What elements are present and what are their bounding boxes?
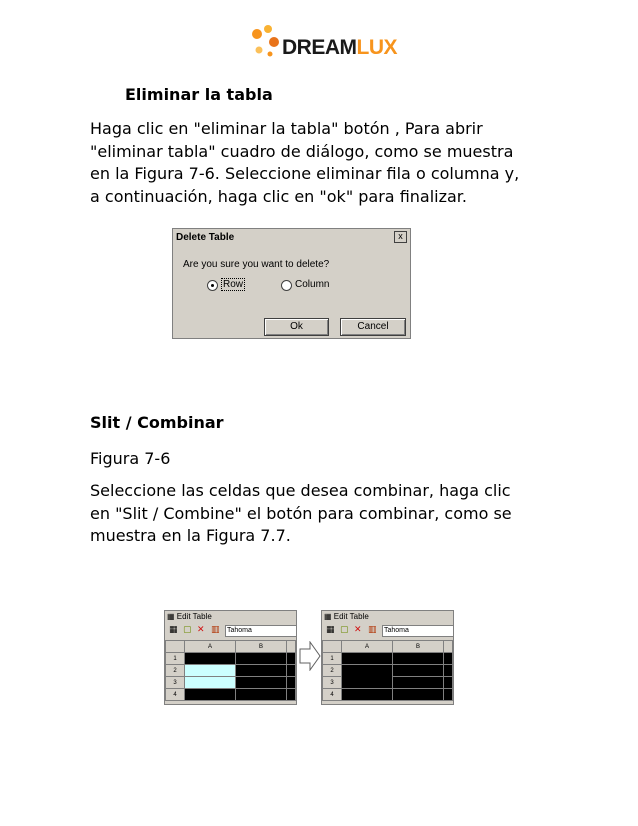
- paragraph-line: Haga clic en "eliminar la tabla" botón , Para abrir: [90, 119, 483, 138]
- table-cell[interactable]: [185, 689, 236, 701]
- edit-table-grid: [322, 640, 453, 701]
- table-cell[interactable]: [444, 665, 453, 677]
- section-heading-split-combine: Slit / Combinar: [90, 413, 224, 432]
- table-cell[interactable]: [342, 689, 393, 701]
- paragraph-line: Seleccione las celdas que desea combinar, haga clic: [90, 481, 511, 500]
- logo-wordmark: DREAMLUX: [282, 36, 397, 59]
- selected-cell[interactable]: [185, 677, 236, 689]
- column-radio[interactable]: [281, 280, 292, 291]
- table-cell[interactable]: [236, 653, 287, 665]
- column-header[interactable]: B: [393, 641, 444, 653]
- edit-table-toolbar: [165, 623, 296, 638]
- column-radio-label[interactable]: Column: [295, 279, 330, 290]
- section-paragraph-split-combine: [90, 480, 560, 548]
- corner-cell: [166, 641, 185, 653]
- column-header[interactable]: A: [342, 641, 393, 653]
- cancel-button[interactable]: Cancel: [340, 318, 406, 336]
- paragraph-line: a continuación, haga clic en "ok" para finalizar.: [90, 186, 467, 206]
- table-cell[interactable]: [444, 689, 453, 701]
- row-header[interactable]: 3: [323, 677, 342, 689]
- table-cell[interactable]: [393, 665, 444, 677]
- row-header[interactable]: 2: [166, 665, 185, 677]
- table-cell[interactable]: [444, 653, 453, 665]
- corner-cell: [323, 641, 342, 653]
- edit-table-titlebar: ▦ Edit Table: [322, 611, 453, 623]
- table-cell[interactable]: [287, 665, 296, 677]
- row-radio[interactable]: [207, 280, 218, 291]
- edit-table-toolbar: [322, 623, 453, 638]
- table-grid-icon[interactable]: ▦: [169, 625, 178, 635]
- logo-mark-icon: [248, 22, 282, 66]
- table-cell[interactable]: [236, 677, 287, 689]
- close-icon[interactable]: x: [394, 231, 407, 243]
- arrow-right-icon: [299, 641, 321, 671]
- figure-label: Figura 7-6: [90, 449, 171, 468]
- row-header[interactable]: 4: [323, 689, 342, 701]
- merge-icon[interactable]: ▥: [368, 625, 377, 635]
- row-header[interactable]: 3: [166, 677, 185, 689]
- table-cell[interactable]: [236, 689, 287, 701]
- edit-table-titlebar: ▦ Edit Table: [165, 611, 296, 623]
- insert-icon[interactable]: ▢: [340, 625, 349, 635]
- delete-icon[interactable]: ✕: [197, 625, 205, 635]
- selected-cell[interactable]: [185, 665, 236, 677]
- section-paragraph-delete-table: [90, 118, 560, 208]
- table-cell[interactable]: [393, 689, 444, 701]
- row-radio-label[interactable]: Row: [223, 279, 244, 290]
- paragraph-line: muestra en la Figura 7.7.: [90, 526, 291, 545]
- edit-table-grid: [165, 640, 296, 701]
- table-cell[interactable]: [236, 665, 287, 677]
- paragraph-line: en la Figura 7-6. Seleccione eliminar fila o columna y,: [90, 164, 520, 183]
- column-header[interactable]: [444, 641, 453, 653]
- table-cell[interactable]: [287, 677, 296, 689]
- merge-icon[interactable]: ▥: [211, 625, 220, 635]
- delete-icon[interactable]: ✕: [354, 625, 362, 635]
- row-header[interactable]: 1: [166, 653, 185, 665]
- dreamlux-logo: [248, 22, 398, 66]
- table-grid-icon[interactable]: ▦: [326, 625, 335, 635]
- ok-button[interactable]: Ok: [264, 318, 329, 336]
- column-header[interactable]: A: [185, 641, 236, 653]
- row-header[interactable]: 2: [323, 665, 342, 677]
- dialog-question: Are you sure you want to delete?: [183, 259, 330, 270]
- paragraph-line: en "Slit / Combine" el botón para combinar, como se: [90, 503, 512, 523]
- font-select[interactable]: Tahoma: [382, 625, 454, 637]
- column-header[interactable]: [287, 641, 296, 653]
- table-cell[interactable]: [393, 653, 444, 665]
- merged-cell[interactable]: [342, 665, 393, 689]
- row-header[interactable]: 1: [323, 653, 342, 665]
- table-cell[interactable]: [342, 653, 393, 665]
- column-header[interactable]: B: [236, 641, 287, 653]
- table-cell[interactable]: [185, 653, 236, 665]
- font-select[interactable]: Tahoma: [225, 625, 297, 637]
- delete-table-dialog: [172, 228, 411, 339]
- table-cell[interactable]: [287, 653, 296, 665]
- section-heading-delete-table: Eliminar la tabla: [125, 85, 273, 104]
- table-cell[interactable]: [444, 677, 453, 689]
- insert-icon[interactable]: ▢: [183, 625, 192, 635]
- table-cell[interactable]: [287, 689, 296, 701]
- edit-table-window-after: [321, 610, 454, 705]
- dialog-titlebar: [173, 229, 410, 246]
- edit-table-window-before: [164, 610, 297, 705]
- paragraph-line: "eliminar tabla" cuadro de diálogo, como se muestra: [90, 141, 514, 161]
- dialog-title: Delete Table: [176, 232, 235, 243]
- table-cell[interactable]: [393, 677, 444, 689]
- row-header[interactable]: 4: [166, 689, 185, 701]
